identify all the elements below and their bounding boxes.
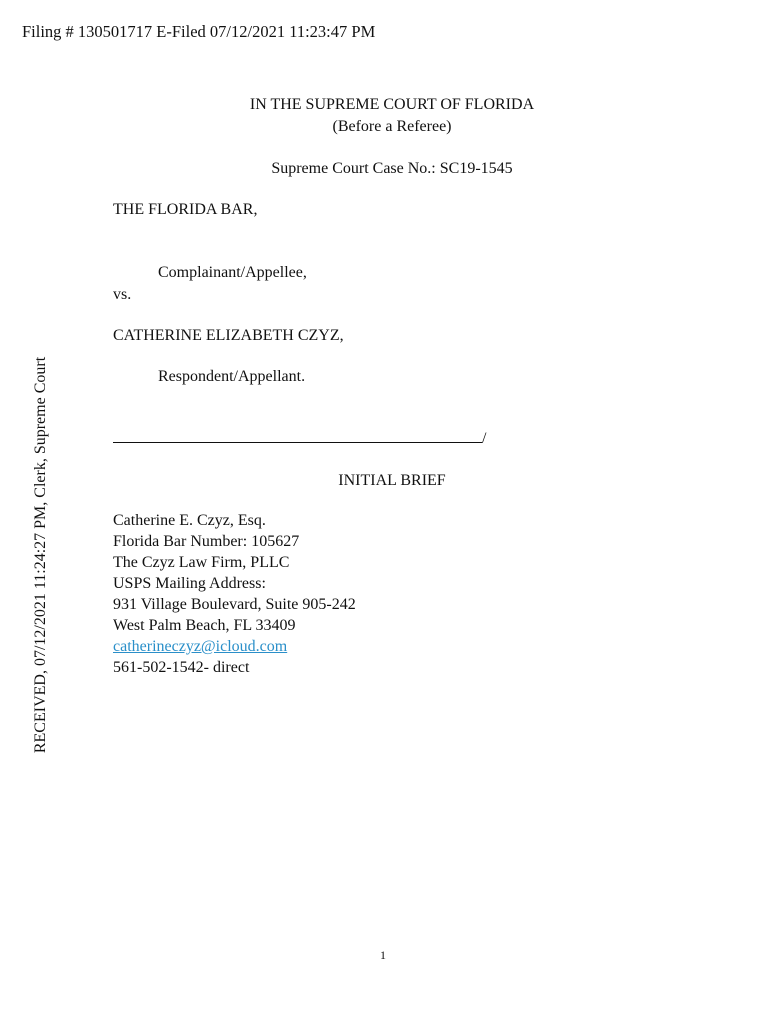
page-number: 1 [380,948,386,962]
firm-name: The Czyz Law Firm, PLLC [113,554,290,571]
bar-number: Florida Bar Number: 105627 [113,533,300,550]
document-title: INITIAL BRIEF [338,472,446,489]
attorney-name: Catherine E. Czyz, Esq. [113,512,266,529]
court-name: IN THE SUPREME COURT OF FLORIDA [249,96,535,113]
respondent-name: CATHERINE ELIZABETH CZYZ, [113,327,344,344]
mailing-label: USPS Mailing Address: [113,575,266,592]
before-referee: (Before a Referee) [332,118,452,135]
phone-number: 561-502-1542- direct [113,659,250,676]
caption-rule [113,428,482,443]
received-stamp: RECEIVED, 07/12/2021 11:24:27 PM, Clerk, Supreme Court [32,356,49,754]
street-address: 931 Village Boulevard, Suite 905-242 [113,596,356,613]
case-number: Supreme Court Case No.: SC19-1545 [271,160,513,177]
versus: vs. [113,286,132,303]
filing-stamp: Filing # 130501717 E-Filed 07/12/2021 11:23:47 PM [22,22,376,41]
caption-line-slash: / [482,430,487,447]
signature-block [113,510,356,678]
email-link[interactable]: catherineczyz@icloud.com [113,638,288,655]
city-state-zip: West Palm Beach, FL 33409 [113,617,296,634]
complainant-name: THE FLORIDA BAR, [113,201,258,218]
complainant-role: Complainant/Appellee, [158,264,307,281]
respondent-role: Respondent/Appellant. [158,368,306,385]
caption-line [113,428,486,448]
